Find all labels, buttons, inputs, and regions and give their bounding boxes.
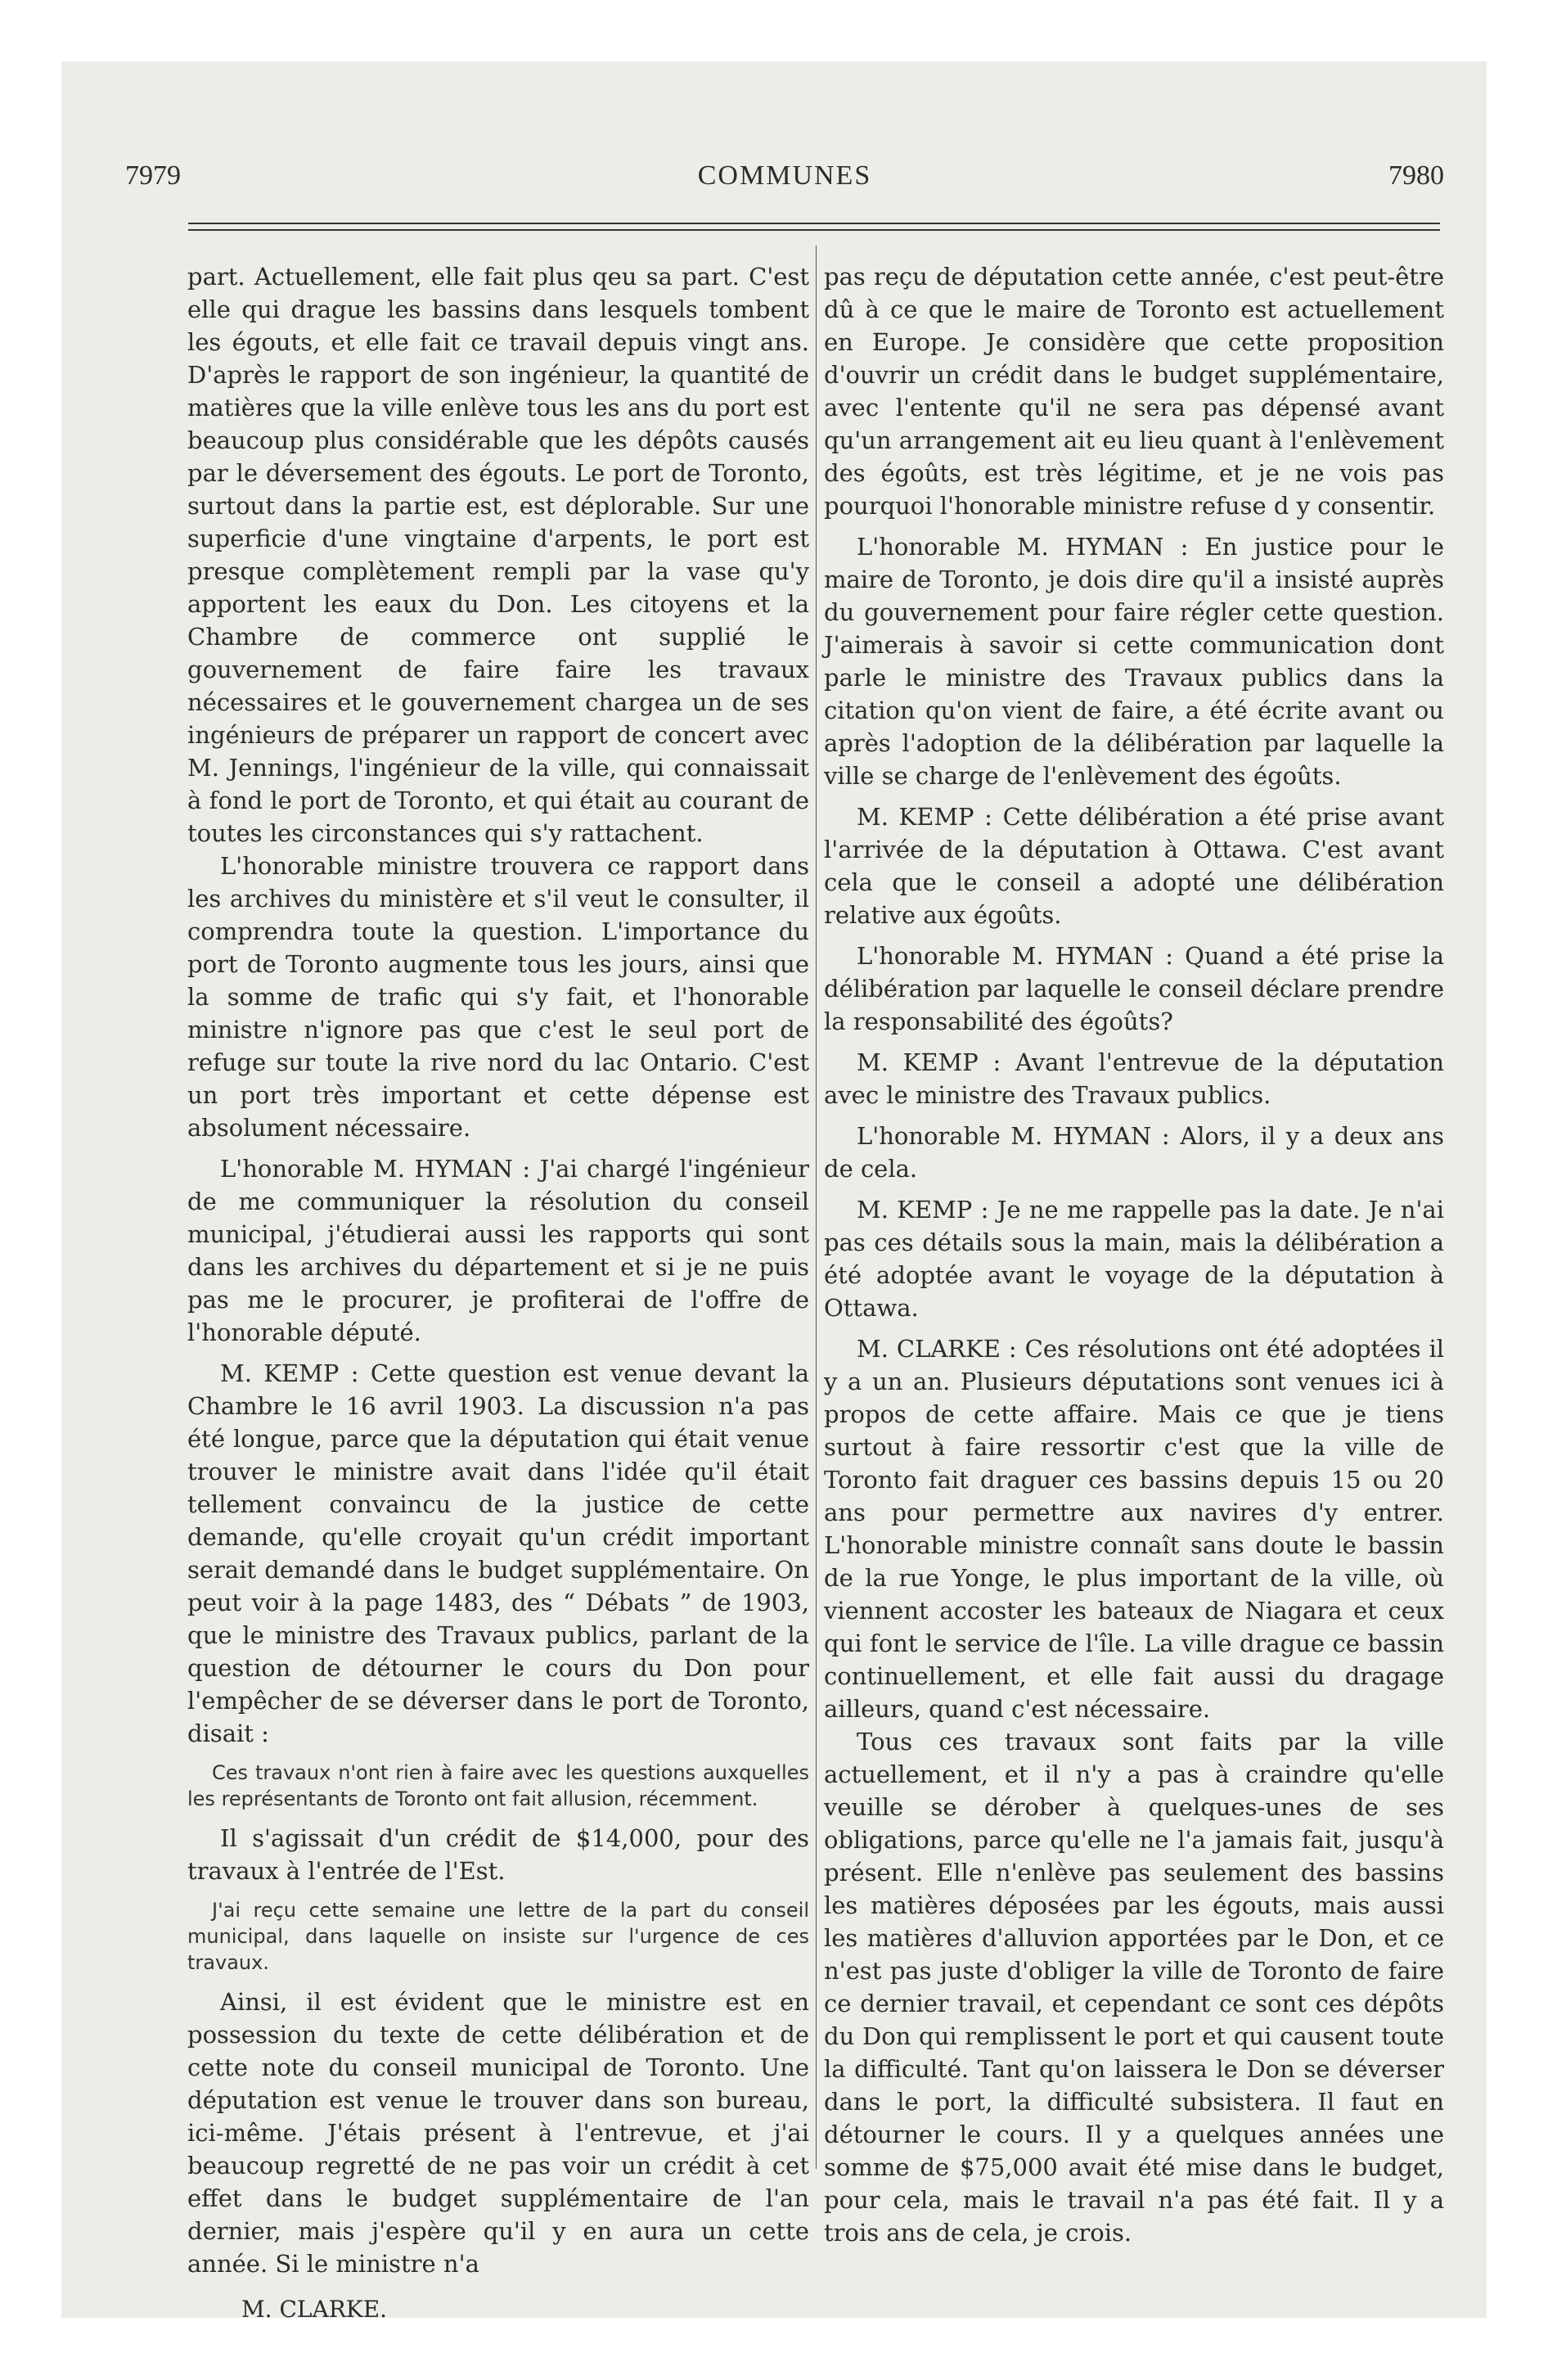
right-column [824,260,1444,2265]
paragraph: L'honorable M. HYMAN : Quand a été prise la délibération par laquelle le conseil déclare prendre la responsabilité des égoûts? [824,942,1444,1035]
paragraph: Il s'agissait d'un crédit de $14,000, pour des travaux à l'entrée de l'Est. [187,1824,809,1885]
quoted-excerpt: Ces travaux n'ont rien à faire avec les questions auxquelles les représentants de Toronto ont fait allusion, récemment. [187,1761,809,1810]
paragraph: L'honorable M. HYMAN : J'ai chargé l'ingénieur de me communiquer la résolution du conseil municipal, j'étudierai aussi les rapports qui sont dans les archives du département et si je ne puis pas me le procurer, je profiterai de l'offre de l'honorable député. [187,1155,809,1346]
signature-footer: M. CLARKE. [241,2296,388,2323]
column-divider [816,246,817,2169]
paragraph: pas reçu de députation cette année, c'est peut-être dû à ce que le maire de Toronto est actuellement en Europe. Je considère que cette proposition d'ouvrir un crédit dans le budget supplémentaire, avec l'entente qu'il ne sera pas dépensé avant qu'un arrangement ait eu lieu quant à l'enlèvement des égoûts, est très légitime, et je ne vois pas pourquoi l'honorable ministre refuse d y consentir. [824,263,1444,520]
paragraph: M. CLARKE : Ces résolutions ont été adoptées il y a un an. Plusieurs députations sont venues ici à propos de cette affaire. Mais ce que je tiens surtout à faire ressortir c'est que la ville de Toronto fait draguer ces bassins depuis 15 ou 20 ans pour permettre aux navires d'y entrer. L'honorable ministre connaît sans doute le bassin de la rue Yonge, le plus important de la ville, où viennent accoster les bateaux de Niagara et ceux qui font le service de l'île. La ville drague ce bassin continuellement, et elle fait aussi du dragage ailleurs, quand c'est nécessaire. [824,1335,1444,1723]
page-number-left: 7979 [125,160,181,191]
left-column [187,260,809,2323]
page-header [125,160,1444,201]
header-double-rule [188,223,1440,231]
paragraph: part. Actuellement, elle fait plus qeu sa part. C'est elle qui drague les bassins dans lesquels tombent les égouts, et elle fait ce travail depuis vingt ans. D'après le rapport de son ingénieur, la quantité de matières que la ville enlève tous les ans du port est beaucoup plus considérable que les dépôts causés par le déversement des égouts. Le port de Toronto, surtout dans la partie est, est déplorable. Sur une superficie d'une vingtaine d'arpents, le port est presque complètement rempli par la vase qu'y apportent les eaux du Don. Les citoyens et la Chambre de commerce ont supplié le gouvernement de faire faire les travaux nécessaires et le gouvernement chargea un de ses ingénieurs de préparer un rapport de concert avec M. Jennings, l'ingénieur de la ville, qui connaissait à fond le port de Toronto, et qui était au courant de toutes les circonstances qui s'y rattachent. [187,263,809,847]
paragraph: L'honorable M. HYMAN : En justice pour le maire de Toronto, je dois dire qu'il a insisté auprès du gouvernement pour faire régler cette question. J'aimerais à savoir si cette communication dont parle le ministre des Travaux publics dans la citation qu'on vient de faire, a été écrite avant ou après l'adoption de la délibération par laquelle la ville se charge de l'enlèvement des égoûts. [824,533,1444,790]
page-title: COMMUNES [697,160,872,191]
quoted-excerpt: J'ai reçu cette semaine une lettre de la part du conseil municipal, dans laquelle on insiste sur l'urgence de ces travaux. [187,1899,809,1974]
paragraph: M. KEMP : Je ne me rappelle pas la date. Je n'ai pas ces détails sous la main, mais la délibération a été adoptée avant le voyage de la députation à Ottawa. [824,1196,1444,1322]
paragraph: M. KEMP : Avant l'entrevue de la députation avec le ministre des Travaux publics. [824,1048,1444,1109]
paragraph: M. KEMP : Cette délibération a été prise avant l'arrivée de la députation à Ottawa. C'est avant cela que le conseil a adopté une délibération relative aux égoûts. [824,803,1444,929]
paragraph: Tous ces travaux sont faits par la ville actuellement, et il n'y a pas à craindre qu'elle veuille se dérober à quelques-unes de ses obligations, parce qu'elle ne l'a jamais fait, jusqu'à présent. Elle n'enlève pas seulement des bassins les matières déposées par les égouts, mais aussi les matières d'alluvion apportées par le Don, et ce n'est pas juste d'obliger la ville de Toronto de faire ce dernier travail, et cependant ce sont ces dépôts du Don qui remplissent le port et qui causent toute la difficulté. Tant qu'on laissera le Don se déverser dans le port, la difficulté subsistera. Il faut en détourner le cours. Il y a quelques années une somme de $75,000 avait été mise dans le budget, pour cela, mais le travail n'a pas été fait. Il y a trois ans de cela, je crois. [824,1728,1444,2247]
page-number-right: 7980 [1388,160,1444,191]
paragraph: M. KEMP : Cette question est venue devant la Chambre le 16 avril 1903. La discussion n'a pas été longue, parce que la députation qui était venue trouver le ministre avait dans l'idée qu'il était tellement convaincu de la justice de cette demande, qu'elle croyait qu'un crédit important serait demandé dans le budget supplémentaire. On peut voir à la page 1483, des “ Débats ” de 1903, que le ministre des Travaux publics, parlant de la question de détourner le cours du Don pour l'empêcher de se déverser dans le port de Toronto, disait : [187,1359,809,1747]
paragraph: L'honorable ministre trouvera ce rapport dans les archives du ministère et s'il veut le consulter, il comprendra toute la question. L'importance du port de Toronto augmente tous les jours, ainsi que la somme de trafic qui s'y fait, et l'honorable ministre n'ignore pas que c'est le seul port de refuge sur toute la rive nord du lac Ontario. C'est un port très important et cette dépense est absolument nécessaire. [187,852,809,1142]
paragraph: L'honorable M. HYMAN : Alors, il y a deux ans de cela. [824,1122,1444,1183]
paragraph: Ainsi, il est évident que le ministre est en possession du texte de cette délibération et de cette note du conseil municipal de Toronto. Une députation est venue le trouver dans son bureau, ici-même. J'étais présent à l'entrevue, et j'ai beaucoup regretté de ne pas voir un crédit à cet effet dans le budget supplémentaire de l'an dernier, mais j'espère qu'il y en aura un cette année. Si le ministre n'a [187,1988,809,2278]
